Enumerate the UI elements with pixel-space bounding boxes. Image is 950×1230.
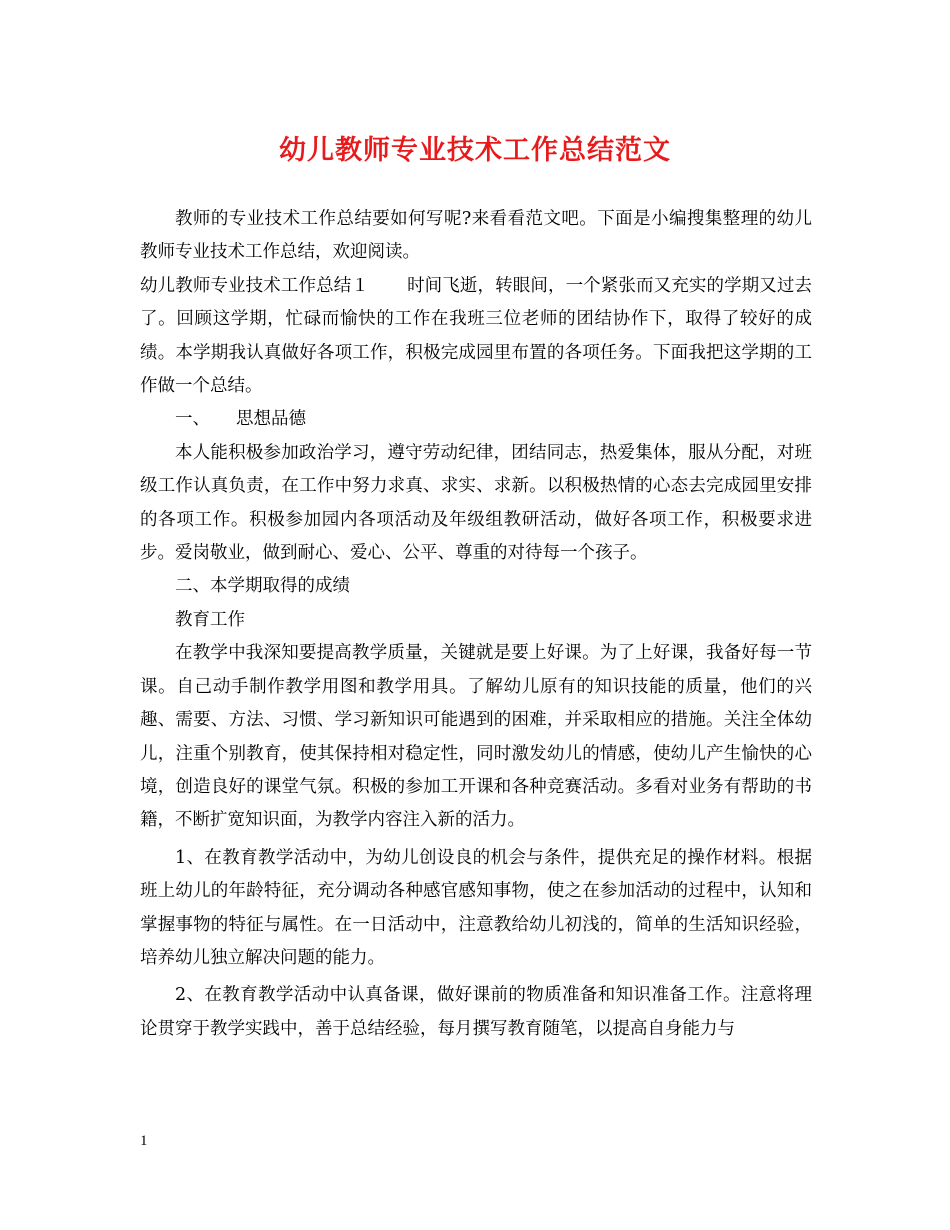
subsection-heading: 教育工作 [175,609,245,630]
intro-paragraph: 教师的专业技术工作总结要如何写呢?来看看范文吧。下面是小编搜集整理的幼儿教师专业技术工作总结，欢迎阅读。 [140,209,812,263]
subsection-paragraph: 在教学中我深知要提高教学质量，关键就是要上好课。为了上好课，我备好每一节课。自己动手制作教学用图和教学用具。了解幼儿原有的知识技能的质量，他们的兴趣、需要、方法、习惯、学习新知识可能遇到的困难，并采取相应的措施。关注全体幼儿，注重个别教育，使其保持相对稳定性，同时激发幼儿的情感，使幼儿产生愉快的心境，创造良好的课堂气氛。积极的参加工开课和各种竞赛活动。多看对业务有帮助的书籍，不断扩宽知识面，为教学内容注入新的活力。 [140,643,812,831]
list-item-2: 2、在教育教学活动中认真备课，做好课前的物质准备和知识准备工作。注意将理论贯穿于教学实践中，善于总结经验，每月撰写教育随笔，以提高自身能力与 [140,985,812,1039]
page-number: 1 [140,1133,148,1149]
summary-label: 幼儿教师专业技术工作总结１ [140,275,369,296]
section-heading-1 [140,403,812,436]
section-1-title: 思想品德 [236,409,306,430]
list-item-1: 1、在教育教学活动中，为幼儿创设良的机会与条件，提供充足的操作材料。根据班上幼儿的年龄特征，充分调动各种感官感知事物，使之在参加活动的过程中，认知和掌握事物的特征与属性。在一日活动中，注意教给幼儿初浅的，简单的生活知识经验，培养幼儿独立解决问题的能力。 [140,847,812,968]
section-1-paragraph: 本人能积极参加政治学习，遵守劳动纪律，团结同志，热爱集体，服从分配，对班级工作认真负责，在工作中努力求真、求实、求新。以积极热情的心态去完成园里安排的各项工作。积极参加园内各项活动及年级组教研活动，做好各项工作，积极要求进步。爱岗敬业，做到耐心、爱心、公平、尊重的对待每一个孩子。 [140,442,812,564]
summary-text: 时间飞逝，转眼间，一个紧张而又充实的学期又过去了。回顾这学期，忙碌而愉快的工作在我班三位老师的团结协作下，取得了较好的成绩。本学期我认真做好各项工作，积极完成园里布置的各项任务。下面我把这学期的工作做一个总结。 [140,275,813,397]
section-heading-2: 二、本学期取得的成绩 [175,576,350,597]
document-title: 幼儿教师专业技术工作总结范文 [279,135,671,166]
summary-paragraph [140,270,812,404]
section-1-number: 一、 [175,409,210,430]
document-body [140,203,812,1046]
